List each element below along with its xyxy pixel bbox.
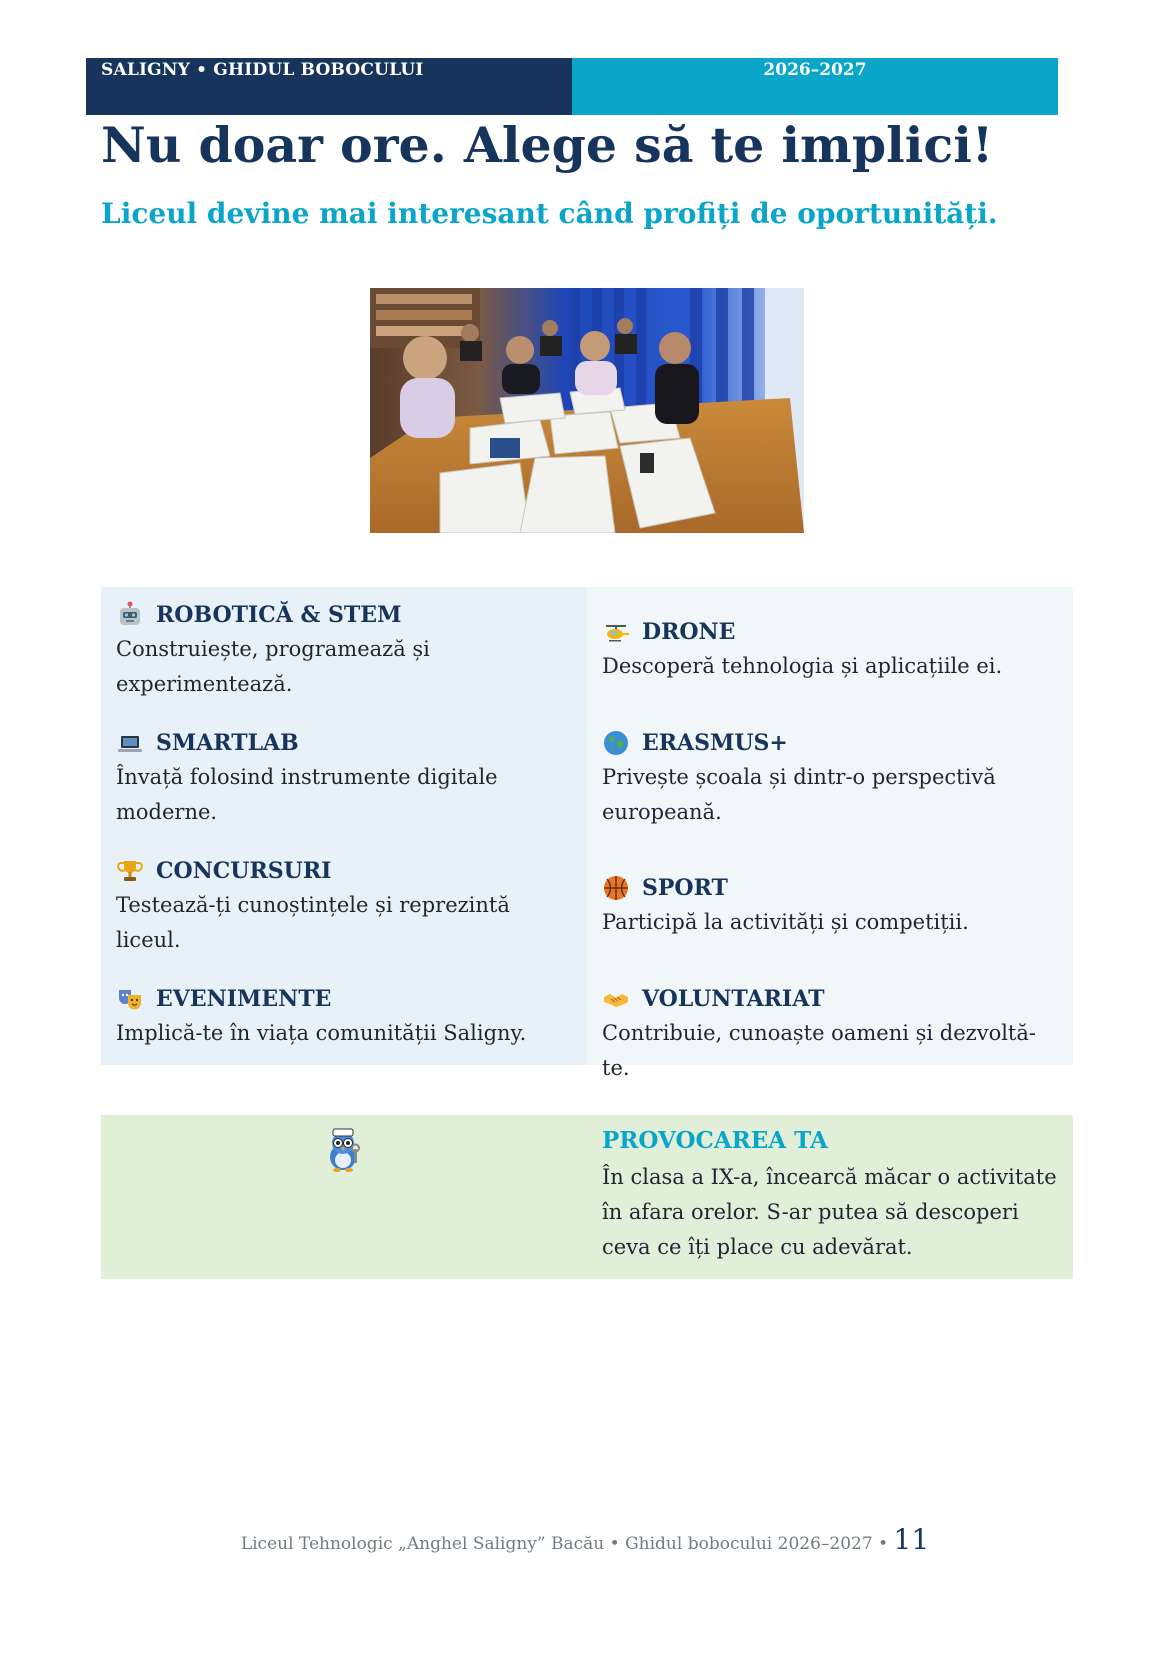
globe-icon	[602, 729, 630, 757]
students-photo	[370, 288, 804, 533]
laptop-icon	[116, 729, 144, 757]
activity-drone	[602, 615, 1062, 684]
activity-name: CONCURSURI	[156, 858, 332, 884]
page-number: 11	[893, 1523, 930, 1556]
theater-masks-icon	[116, 985, 144, 1013]
activity-name: DRONE	[642, 619, 736, 645]
activity-description: Învață folosind instrumente digitale moderne.	[116, 765, 498, 824]
trophy-icon	[116, 857, 144, 885]
activities-grid	[101, 587, 1073, 1080]
activity-description: Construiește, programează și experimentează.	[116, 637, 430, 696]
helicopter-drone-icon	[602, 618, 630, 646]
footer-text: Liceul Tehnologic „Anghel Saligny” Bacău • Ghidul bobocului 2026–2027 •	[240, 1534, 889, 1554]
page-footer	[0, 1523, 1170, 1556]
header-bar	[86, 58, 1058, 115]
page-subtitle: Liceul devine mai interesant când profiți de oportunități.	[101, 197, 998, 230]
activity-description: Implică-te în viața comunității Saligny.	[116, 1021, 527, 1045]
header-left-text: SALIGNY • GHIDUL BOBOCULUI	[101, 60, 424, 80]
activity-volunteering	[602, 982, 1062, 1086]
challenge-box	[101, 1115, 1073, 1279]
activity-contests	[116, 854, 576, 958]
activity-smartlab	[116, 726, 576, 830]
activity-name: VOLUNTARIAT	[642, 986, 825, 1012]
page-title: Nu doar ore. Alege să te implici!	[101, 116, 994, 174]
header-year: 2026–2027	[763, 60, 867, 80]
activity-description: Privește școala și dintr-o perspectivă europeană.	[602, 765, 996, 824]
activities-left-column	[101, 587, 587, 1065]
activity-name: ROBOTICĂ & STEM	[156, 602, 402, 628]
activity-description: Testează-ți cunoștințele și reprezintă liceul.	[116, 893, 510, 952]
activity-sport	[602, 871, 1062, 940]
activity-name: EVENIMENTE	[156, 986, 332, 1012]
header-right-band	[572, 58, 1058, 115]
activity-erasmus	[602, 726, 1062, 830]
basketball-icon	[602, 874, 630, 902]
robot-icon	[116, 601, 144, 629]
challenge-title: PROVOCAREA TA	[602, 1127, 828, 1154]
activity-name: SMARTLAB	[156, 730, 299, 756]
activity-description: Descoperă tehnologia și aplicațiile ei.	[602, 654, 1003, 678]
activity-description: Participă la activități și competiții.	[602, 910, 969, 934]
activity-robotics	[116, 598, 576, 702]
activity-name: ERASMUS+	[642, 730, 788, 756]
activity-events	[116, 982, 576, 1051]
owl-mascot-icon	[323, 1127, 367, 1173]
activities-right-column	[587, 587, 1073, 1080]
activity-name: SPORT	[642, 875, 728, 901]
header-left-band	[86, 58, 572, 115]
activity-description: Contribuie, cunoaște oameni și dezvoltă-te.	[602, 1021, 1036, 1080]
handshake-icon	[602, 985, 630, 1013]
challenge-text: În clasa a IX-a, încearcă măcar o activitate în afara orelor. S-ar putea să descoperi ceva ce îți place cu adevărat.	[602, 1165, 1057, 1259]
